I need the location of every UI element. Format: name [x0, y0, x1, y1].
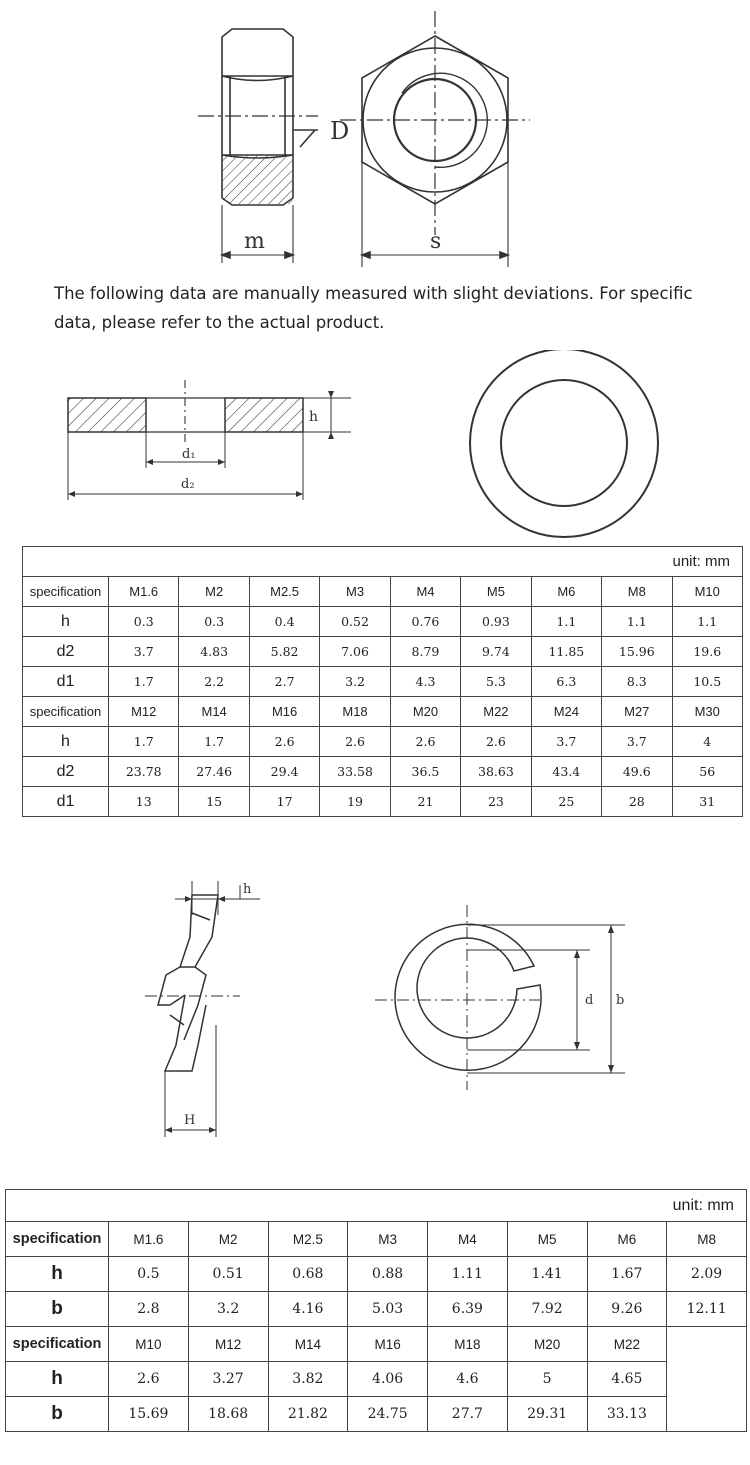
measurement-note: The following data are manually measured with slight deviations. For specific data, please refer to the actual product. — [54, 284, 693, 332]
table-row — [23, 787, 743, 817]
value-cell: 43.4 — [531, 757, 601, 787]
row-label: d2 — [23, 637, 109, 667]
value-cell: 2.09 — [667, 1257, 747, 1292]
label-d: d — [585, 993, 594, 1008]
label-m: m — [244, 229, 265, 254]
spec-size-cell: M6 — [531, 577, 601, 607]
spec-label: specification — [6, 1222, 109, 1257]
value-cell: 3.7 — [602, 727, 672, 757]
value-cell: 7.06 — [320, 637, 390, 667]
value-cell: 1.41 — [507, 1257, 587, 1292]
value-cell: 3.2 — [188, 1292, 268, 1327]
spring-washer-drawing — [140, 875, 640, 1140]
value-cell: 2.6 — [249, 727, 319, 757]
value-cell: 3.7 — [531, 727, 601, 757]
spec-header-row — [6, 1327, 747, 1362]
value-cell: 2.6 — [390, 727, 460, 757]
value-cell: 5.03 — [348, 1292, 428, 1327]
spec-size-cell: M14 — [179, 697, 249, 727]
value-cell: 29.4 — [249, 757, 319, 787]
table-row — [23, 757, 743, 787]
unit-row — [23, 547, 743, 577]
table-row — [6, 1257, 747, 1292]
value-cell: 8.79 — [390, 637, 460, 667]
spring-washer-spec-table — [5, 1189, 747, 1432]
label-d2: d₂ — [181, 477, 195, 492]
value-cell: 0.68 — [268, 1257, 348, 1292]
spec-size-cell: M14 — [268, 1327, 348, 1362]
value-cell: 27.46 — [179, 757, 249, 787]
value-cell: 33.13 — [587, 1397, 667, 1432]
spec-header-row — [23, 697, 743, 727]
value-cell: 5.3 — [461, 667, 531, 697]
row-label: d1 — [23, 787, 109, 817]
spec-size-cell: M27 — [602, 697, 672, 727]
value-cell: 1.1 — [672, 607, 743, 637]
spec-size-cell: M5 — [507, 1222, 587, 1257]
label-s: s — [430, 229, 442, 254]
value-cell: 21.82 — [268, 1397, 348, 1432]
value-cell: 31 — [672, 787, 743, 817]
value-cell: 2.6 — [461, 727, 531, 757]
spec-size-cell: M22 — [461, 697, 531, 727]
row-label: h — [23, 727, 109, 757]
value-cell: 4.6 — [428, 1362, 508, 1397]
value-cell: 23.78 — [109, 757, 179, 787]
value-cell: 2.8 — [109, 1292, 189, 1327]
value-cell: 0.3 — [179, 607, 249, 637]
value-cell: 19 — [320, 787, 390, 817]
value-cell: 6.39 — [428, 1292, 508, 1327]
value-cell: 23 — [461, 787, 531, 817]
row-label: h — [6, 1257, 109, 1292]
spec-size-cell: M22 — [587, 1327, 667, 1362]
value-cell: 1.7 — [109, 727, 179, 757]
value-cell: 1.1 — [531, 607, 601, 637]
value-cell: 10.5 — [672, 667, 743, 697]
value-cell: 0.5 — [109, 1257, 189, 1292]
value-cell: 21 — [390, 787, 460, 817]
value-cell: 4 — [672, 727, 743, 757]
spec-size-cell: M12 — [109, 697, 179, 727]
value-cell: 28 — [602, 787, 672, 817]
value-cell: 2.7 — [249, 667, 319, 697]
value-cell: 4.16 — [268, 1292, 348, 1327]
spring-washer-front — [395, 924, 541, 1070]
spec-size-cell: M3 — [348, 1222, 428, 1257]
value-cell: 33.58 — [320, 757, 390, 787]
spec-size-cell: M2.5 — [249, 577, 319, 607]
value-cell: 0.4 — [249, 607, 319, 637]
spec-size-cell: M18 — [428, 1327, 508, 1362]
label-h: h — [243, 882, 252, 897]
spec-size-cell: M6 — [587, 1222, 667, 1257]
spec-size-cell: M30 — [672, 697, 743, 727]
value-cell: 15 — [179, 787, 249, 817]
value-cell: 0.51 — [188, 1257, 268, 1292]
spec-header-row — [23, 577, 743, 607]
spec-size-cell: M4 — [390, 577, 460, 607]
value-cell: 8.3 — [602, 667, 672, 697]
spec-size-cell: M2 — [179, 577, 249, 607]
value-cell: 2.2 — [179, 667, 249, 697]
value-cell: 0.93 — [461, 607, 531, 637]
flat-washer-drawing — [55, 350, 695, 545]
value-cell: 38.63 — [461, 757, 531, 787]
spec-size-cell: M18 — [320, 697, 390, 727]
value-cell: 3.7 — [109, 637, 179, 667]
table-row — [23, 637, 743, 667]
spec-size-cell: M3 — [320, 577, 390, 607]
table-row — [23, 607, 743, 637]
value-cell: 0.76 — [390, 607, 460, 637]
value-cell: 3.82 — [268, 1362, 348, 1397]
value-cell: 5.82 — [249, 637, 319, 667]
spec-size-cell: M5 — [461, 577, 531, 607]
spec-label: specification — [23, 577, 109, 607]
value-cell: 56 — [672, 757, 743, 787]
value-cell: 1.1 — [602, 607, 672, 637]
value-cell: 13 — [109, 787, 179, 817]
value-cell: 18.68 — [188, 1397, 268, 1432]
table-row — [23, 667, 743, 697]
table-row — [6, 1292, 747, 1327]
label-D: D — [330, 117, 350, 145]
row-label: d2 — [23, 757, 109, 787]
spec-label: specification — [23, 697, 109, 727]
value-cell: 7.92 — [507, 1292, 587, 1327]
value-cell: 2.6 — [320, 727, 390, 757]
value-cell: 11.85 — [531, 637, 601, 667]
spring-washer-side — [180, 895, 218, 967]
value-cell: 15.69 — [109, 1397, 189, 1432]
value-cell: 25 — [531, 787, 601, 817]
value-cell: 1.7 — [109, 667, 179, 697]
row-label: d1 — [23, 667, 109, 697]
unit-label: unit: mm — [23, 547, 743, 577]
spec-size-cell: M4 — [428, 1222, 508, 1257]
spec-size-cell: M2 — [188, 1222, 268, 1257]
value-cell: 0.3 — [109, 607, 179, 637]
unit-label: unit: mm — [6, 1190, 747, 1222]
value-cell: 4.65 — [587, 1362, 667, 1397]
spec-size-cell: M8 — [602, 577, 672, 607]
table-row — [23, 727, 743, 757]
spec-size-cell: M10 — [672, 577, 743, 607]
value-cell: 36.5 — [390, 757, 460, 787]
spec-size-cell: M1.6 — [109, 1222, 189, 1257]
value-cell: 4.06 — [348, 1362, 428, 1397]
value-cell: 3.2 — [320, 667, 390, 697]
value-cell: 4.83 — [179, 637, 249, 667]
label-H: H — [184, 1113, 196, 1128]
spec-size-cell: M12 — [188, 1327, 268, 1362]
spec-header-row — [6, 1222, 747, 1257]
value-cell: 4.3 — [390, 667, 460, 697]
value-cell: 5 — [507, 1362, 587, 1397]
value-cell: 24.75 — [348, 1397, 428, 1432]
value-cell: 0.52 — [320, 607, 390, 637]
empty-cell — [667, 1327, 747, 1432]
table-row — [6, 1362, 747, 1397]
spec-size-cell: M20 — [507, 1327, 587, 1362]
spec-size-cell: M2.5 — [268, 1222, 348, 1257]
hex-nut-drawing — [190, 5, 550, 270]
label-b: b — [616, 993, 625, 1008]
unit-row — [6, 1190, 747, 1222]
value-cell: 2.6 — [109, 1362, 189, 1397]
value-cell: 9.26 — [587, 1292, 667, 1327]
label-h: h — [309, 409, 319, 425]
row-label: b — [6, 1397, 109, 1432]
value-cell: 15.96 — [602, 637, 672, 667]
washer-inner-ring — [501, 380, 627, 506]
value-cell: 0.88 — [348, 1257, 428, 1292]
value-cell: 1.7 — [179, 727, 249, 757]
value-cell: 6.3 — [531, 667, 601, 697]
row-label: h — [6, 1362, 109, 1397]
row-label: h — [23, 607, 109, 637]
spec-size-cell: M10 — [109, 1327, 189, 1362]
label-d1: d₁ — [182, 447, 196, 462]
spec-size-cell: M16 — [249, 697, 319, 727]
table-row — [6, 1397, 747, 1432]
value-cell: 49.6 — [602, 757, 672, 787]
spec-size-cell: M8 — [667, 1222, 747, 1257]
value-cell: 1.11 — [428, 1257, 508, 1292]
value-cell: 12.11 — [667, 1292, 747, 1327]
row-label: b — [6, 1292, 109, 1327]
value-cell: 9.74 — [461, 637, 531, 667]
value-cell: 1.67 — [587, 1257, 667, 1292]
spec-label: specification — [6, 1327, 109, 1362]
value-cell: 19.6 — [672, 637, 743, 667]
flat-washer-spec-table — [22, 546, 743, 817]
value-cell: 27.7 — [428, 1397, 508, 1432]
value-cell: 17 — [249, 787, 319, 817]
spec-size-cell: M24 — [531, 697, 601, 727]
spec-size-cell: M20 — [390, 697, 460, 727]
washer-outer-ring — [470, 350, 658, 537]
spec-size-cell: M16 — [348, 1327, 428, 1362]
spec-size-cell: M1.6 — [109, 577, 179, 607]
value-cell: 29.31 — [507, 1397, 587, 1432]
value-cell: 3.27 — [188, 1362, 268, 1397]
